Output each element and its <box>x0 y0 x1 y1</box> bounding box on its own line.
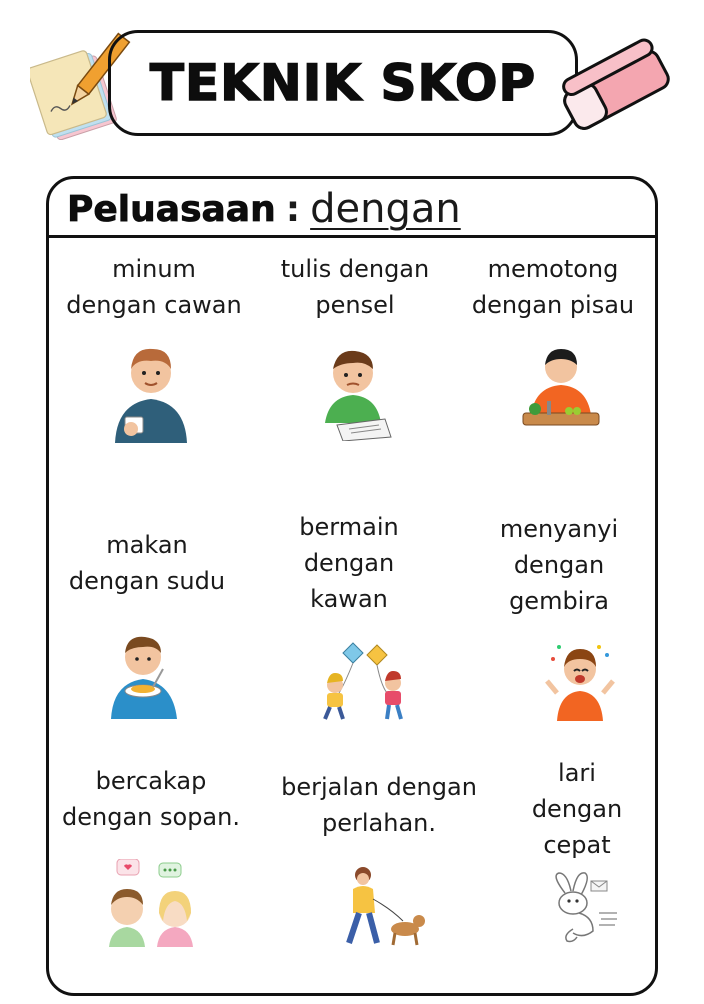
item-phrase: menyanyi dengan gembira <box>499 515 619 615</box>
item-phrase: berjalan dengan perlahan. <box>281 773 477 837</box>
kids-flying-kites-icon <box>315 639 415 725</box>
happy-singing-child-icon <box>545 641 615 725</box>
divider <box>49 235 655 238</box>
woman-walking-dog-icon <box>333 865 427 951</box>
content-card <box>46 176 658 996</box>
eraser-icon <box>556 36 676 142</box>
heading-colon: : <box>285 188 301 230</box>
item-phrase: minum dengan cawan <box>66 255 242 319</box>
section-heading <box>67 183 461 235</box>
item-phrase: makan dengan sudu <box>68 531 226 595</box>
boy-writing-icon <box>319 345 393 445</box>
heading-value: dengan <box>310 186 461 232</box>
item-phrase: tulis dengan pensel <box>280 255 430 319</box>
item-phrase: bermain dengan kawan <box>299 513 399 613</box>
item-phrase: lari dengan cepat <box>531 759 623 859</box>
running-rabbit-icon <box>543 871 619 947</box>
child-cutting-vegetables-icon <box>519 345 603 435</box>
heading-label: Peluasaan <box>67 188 276 230</box>
item-phrase: bercakap dengan sopan. <box>62 767 240 831</box>
item-phrase: memotong dengan pisau <box>471 255 635 319</box>
title-banner <box>108 30 578 136</box>
man-eating-spoon-icon <box>107 631 181 723</box>
man-drinking-cup-icon <box>111 339 191 447</box>
two-children-talking-icon <box>105 859 197 951</box>
page-title: TEKNIK SKOP <box>149 54 537 112</box>
